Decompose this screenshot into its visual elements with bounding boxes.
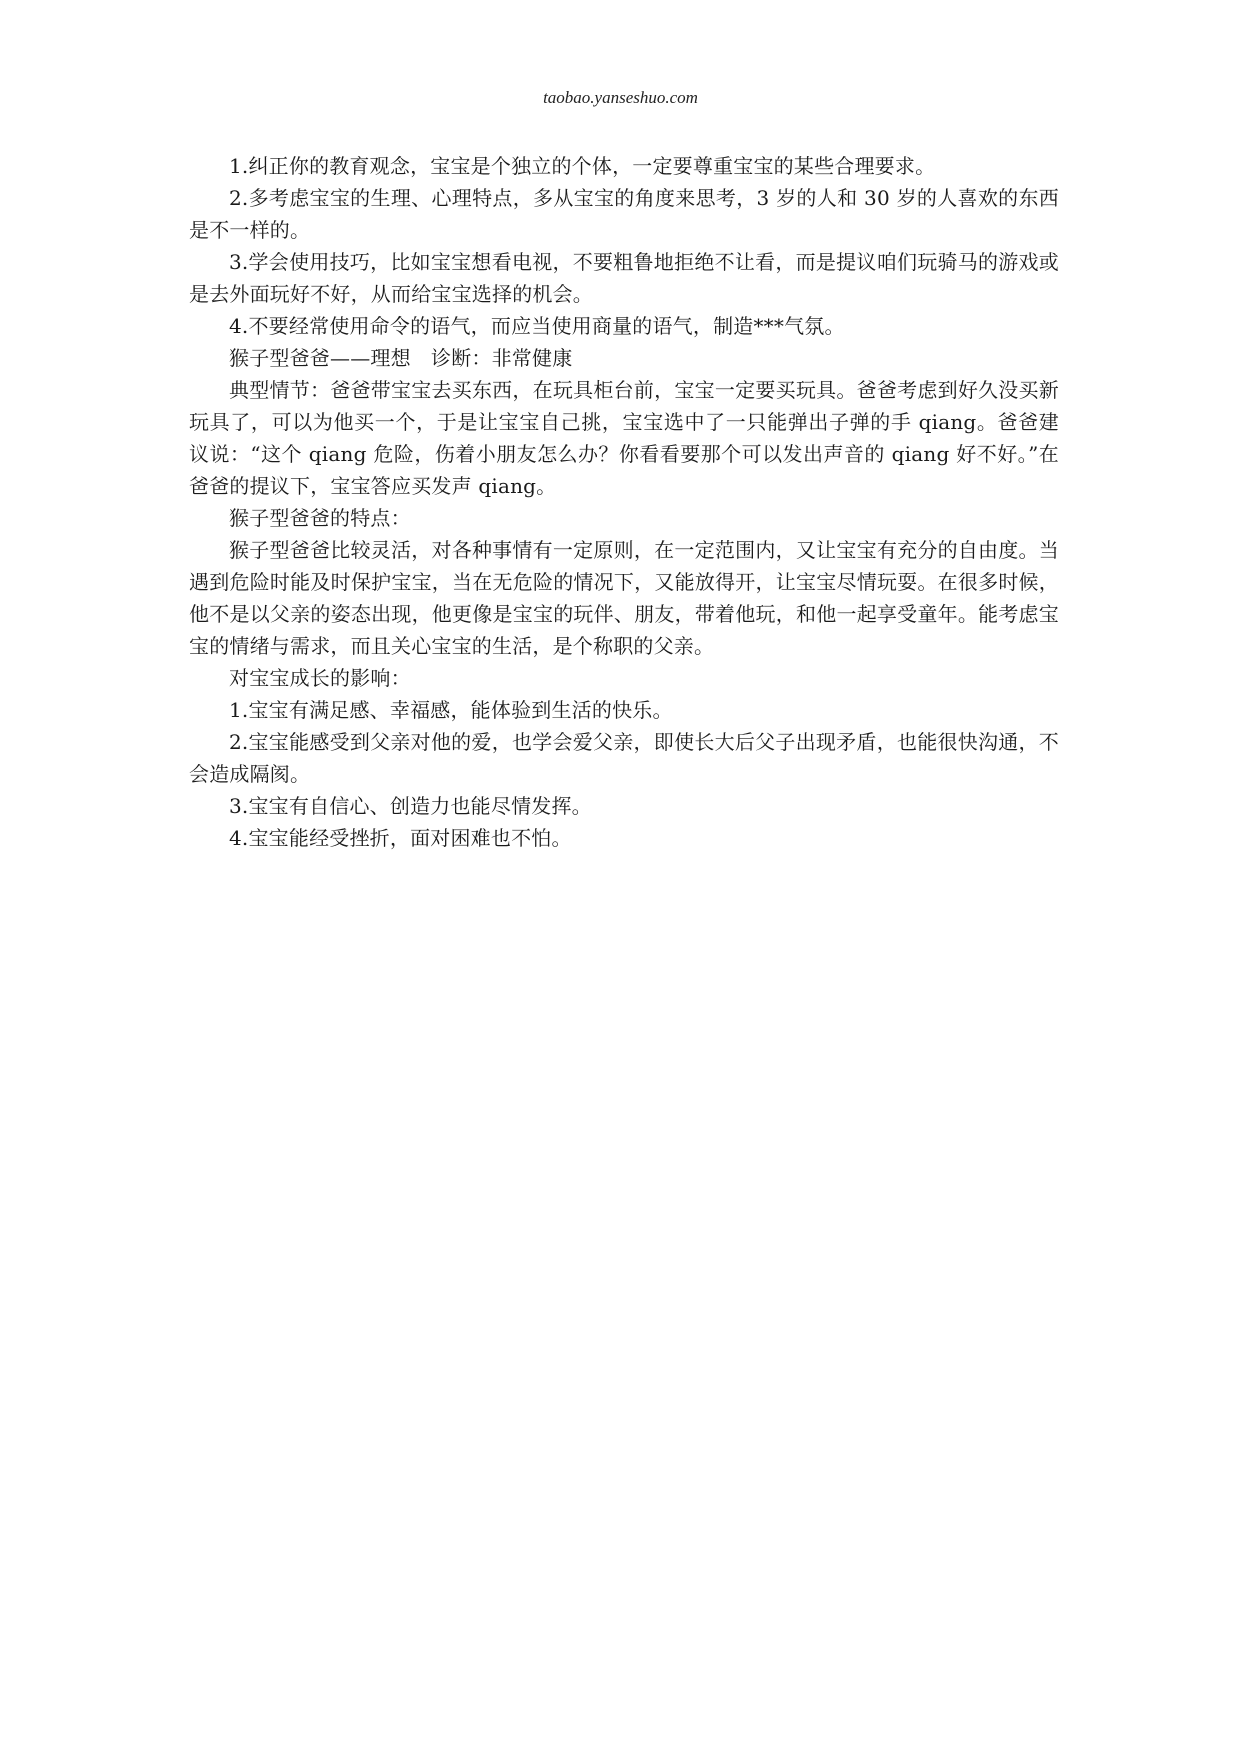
section-heading: 对宝宝成长的影响：	[229, 666, 411, 690]
paragraph: 1.宝宝有满足感、幸福感，能体验到生活的快乐。	[229, 698, 673, 722]
paragraph: 2.宝宝能感受到父亲对他的爱，也学会爱父亲，即使长大后父子出现矛盾，也能很快沟通，不会造成隔阂。	[189, 730, 1059, 786]
paragraph: 3.学会使用技巧，比如宝宝想看电视，不要粗鲁地拒绝不让看，而是提议咱们玩骑马的游戏或是去外面玩好不好，从而给宝宝选择的机会。	[189, 250, 1059, 306]
section-heading: 猴子型爸爸——理想 诊断：非常健康	[229, 346, 573, 370]
paragraph: 4.不要经常使用命令的语气，而应当使用商量的语气，制造***气氛。	[229, 314, 845, 338]
page-header: taobao.yanseshuo.com	[543, 88, 698, 107]
paragraph: 1.纠正你的教育观念，宝宝是个独立的个体，一定要尊重宝宝的某些合理要求。	[229, 154, 936, 178]
paragraph: 4.宝宝能经受挫折，面对困难也不怕。	[229, 826, 572, 850]
paragraph: 典型情节：爸爸带宝宝去买东西，在玩具柜台前，宝宝一定要买玩具。爸爸考虑到好久没买新玩具了，可以为他买一个，于是让宝宝自己挑，宝宝选中了一只能弹出子弹的手 qiang。爸爸建议说：“这个 qiang 危险，伤着小朋友怎么办？你看看要那个可以发出声音的 qiang 好不好。”在爸爸的提议下，宝宝答应买发声 qiang。	[189, 378, 1059, 498]
document-body	[189, 150, 1059, 854]
paragraph: 2.多考虑宝宝的生理、心理特点，多从宝宝的角度来思考，3 岁的人和 30 岁的人喜欢的东西是不一样的。	[189, 186, 1059, 242]
paragraph: 猴子型爸爸比较灵活，对各种事情有一定原则，在一定范围内，又让宝宝有充分的自由度。当遇到危险时能及时保护宝宝，当在无危险的情况下，又能放得开，让宝宝尽情玩耍。在很多时候，他不是以父亲的姿态出现，他更像是宝宝的玩伴、朋友，带着他玩，和他一起享受童年。能考虑宝宝的情绪与需求，而且关心宝宝的生活，是个称职的父亲。	[189, 538, 1059, 658]
section-heading: 猴子型爸爸的特点：	[229, 506, 411, 530]
paragraph: 3.宝宝有自信心、创造力也能尽情发挥。	[229, 794, 592, 818]
